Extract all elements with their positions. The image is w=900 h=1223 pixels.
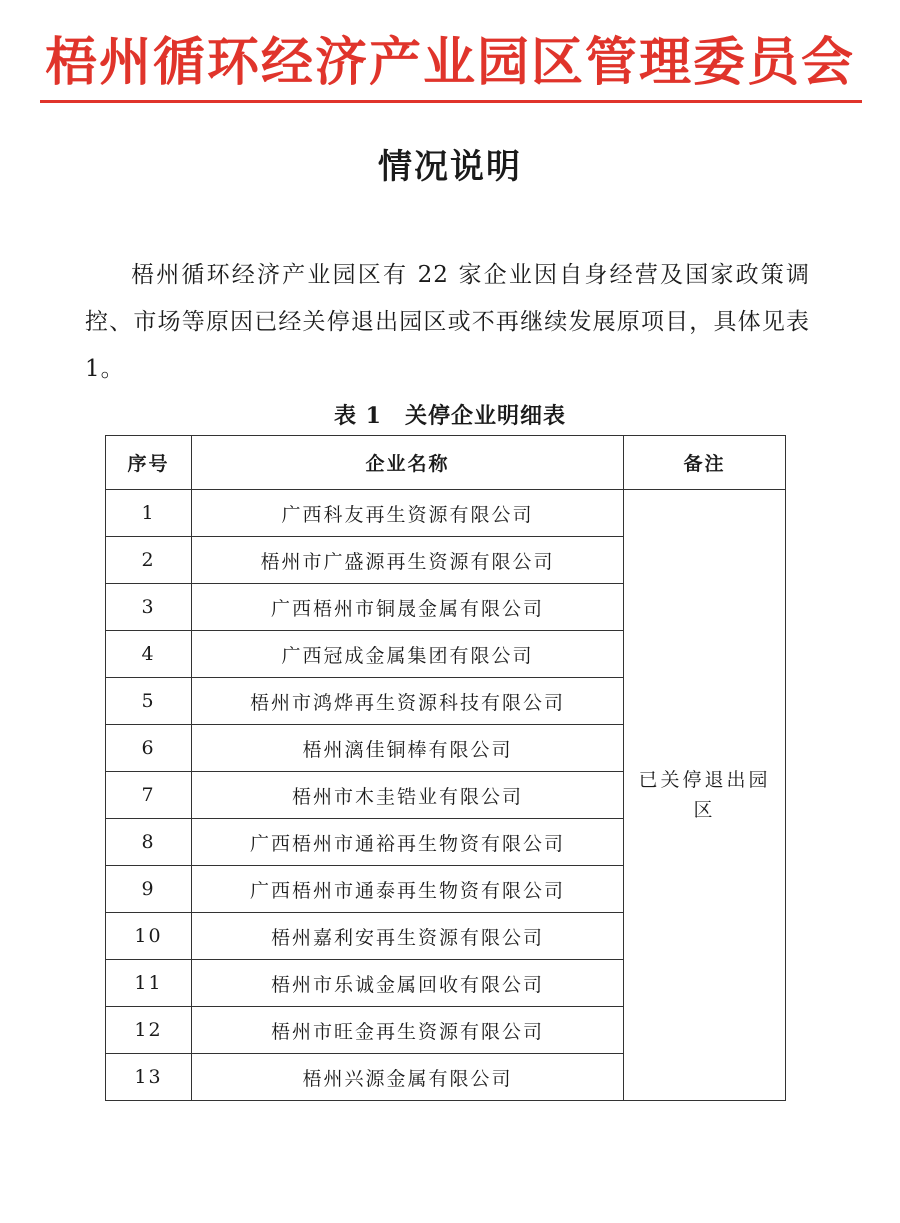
row-company-name: 广西科友再生资源有限公司	[192, 490, 624, 537]
row-index: 11	[106, 960, 192, 1007]
row-company-name: 梧州嘉利安再生资源有限公司	[192, 913, 624, 960]
row-index: 2	[106, 537, 192, 584]
row-index: 5	[106, 678, 192, 725]
row-company-name: 梧州市木圭锆业有限公司	[192, 772, 624, 819]
table-header-row	[106, 436, 786, 490]
letterhead-red-rule	[40, 100, 862, 103]
header-index: 序号	[106, 436, 192, 490]
document-title: 情况说明	[378, 147, 522, 187]
row-company-name: 广西冠成金属集团有限公司	[192, 631, 624, 678]
row-index: 6	[106, 725, 192, 772]
table-body	[106, 490, 786, 1101]
row-index: 3	[106, 584, 192, 631]
row-company-name: 梧州漓佳铜棒有限公司	[192, 725, 624, 772]
row-index: 12	[106, 1007, 192, 1054]
row-index: 4	[106, 631, 192, 678]
row-company-name: 梧州市旺金再生资源有限公司	[192, 1007, 624, 1054]
table-caption: 表 1 关停企业明细表	[334, 403, 566, 429]
row-company-name: 广西梧州市通泰再生物资有限公司	[192, 866, 624, 913]
header-remark: 备注	[624, 436, 786, 490]
row-company-name: 梧州市广盛源再生资源有限公司	[192, 537, 624, 584]
closed-enterprises-table	[105, 435, 786, 1101]
header-company-name: 企业名称	[192, 436, 624, 490]
row-company-name: 广西梧州市通裕再生物资有限公司	[192, 819, 624, 866]
row-index: 7	[106, 772, 192, 819]
row-index: 1	[106, 490, 192, 537]
remark-cell: 已关停退出园区	[624, 490, 786, 1101]
row-company-name: 梧州市鸿烨再生资源科技有限公司	[192, 678, 624, 725]
row-index: 8	[106, 819, 192, 866]
row-index: 9	[106, 866, 192, 913]
row-company-name: 梧州市乐诚金属回收有限公司	[192, 960, 624, 1007]
row-company-name: 广西梧州市铜晟金属有限公司	[192, 584, 624, 631]
table-row	[106, 490, 786, 537]
row-company-name: 梧州兴源金属有限公司	[192, 1054, 624, 1101]
body-paragraph: 梧州循环经济产业园区有 22 家企业因自身经营及国家政策调控、市场等原因已经关停退出园区或不再继续发展原项目，具体见表 1。	[85, 262, 810, 382]
row-index: 13	[106, 1054, 192, 1101]
row-index: 10	[106, 913, 192, 960]
letterhead-org-name: 梧州循环经济产业园区管理委员会	[44, 33, 855, 93]
